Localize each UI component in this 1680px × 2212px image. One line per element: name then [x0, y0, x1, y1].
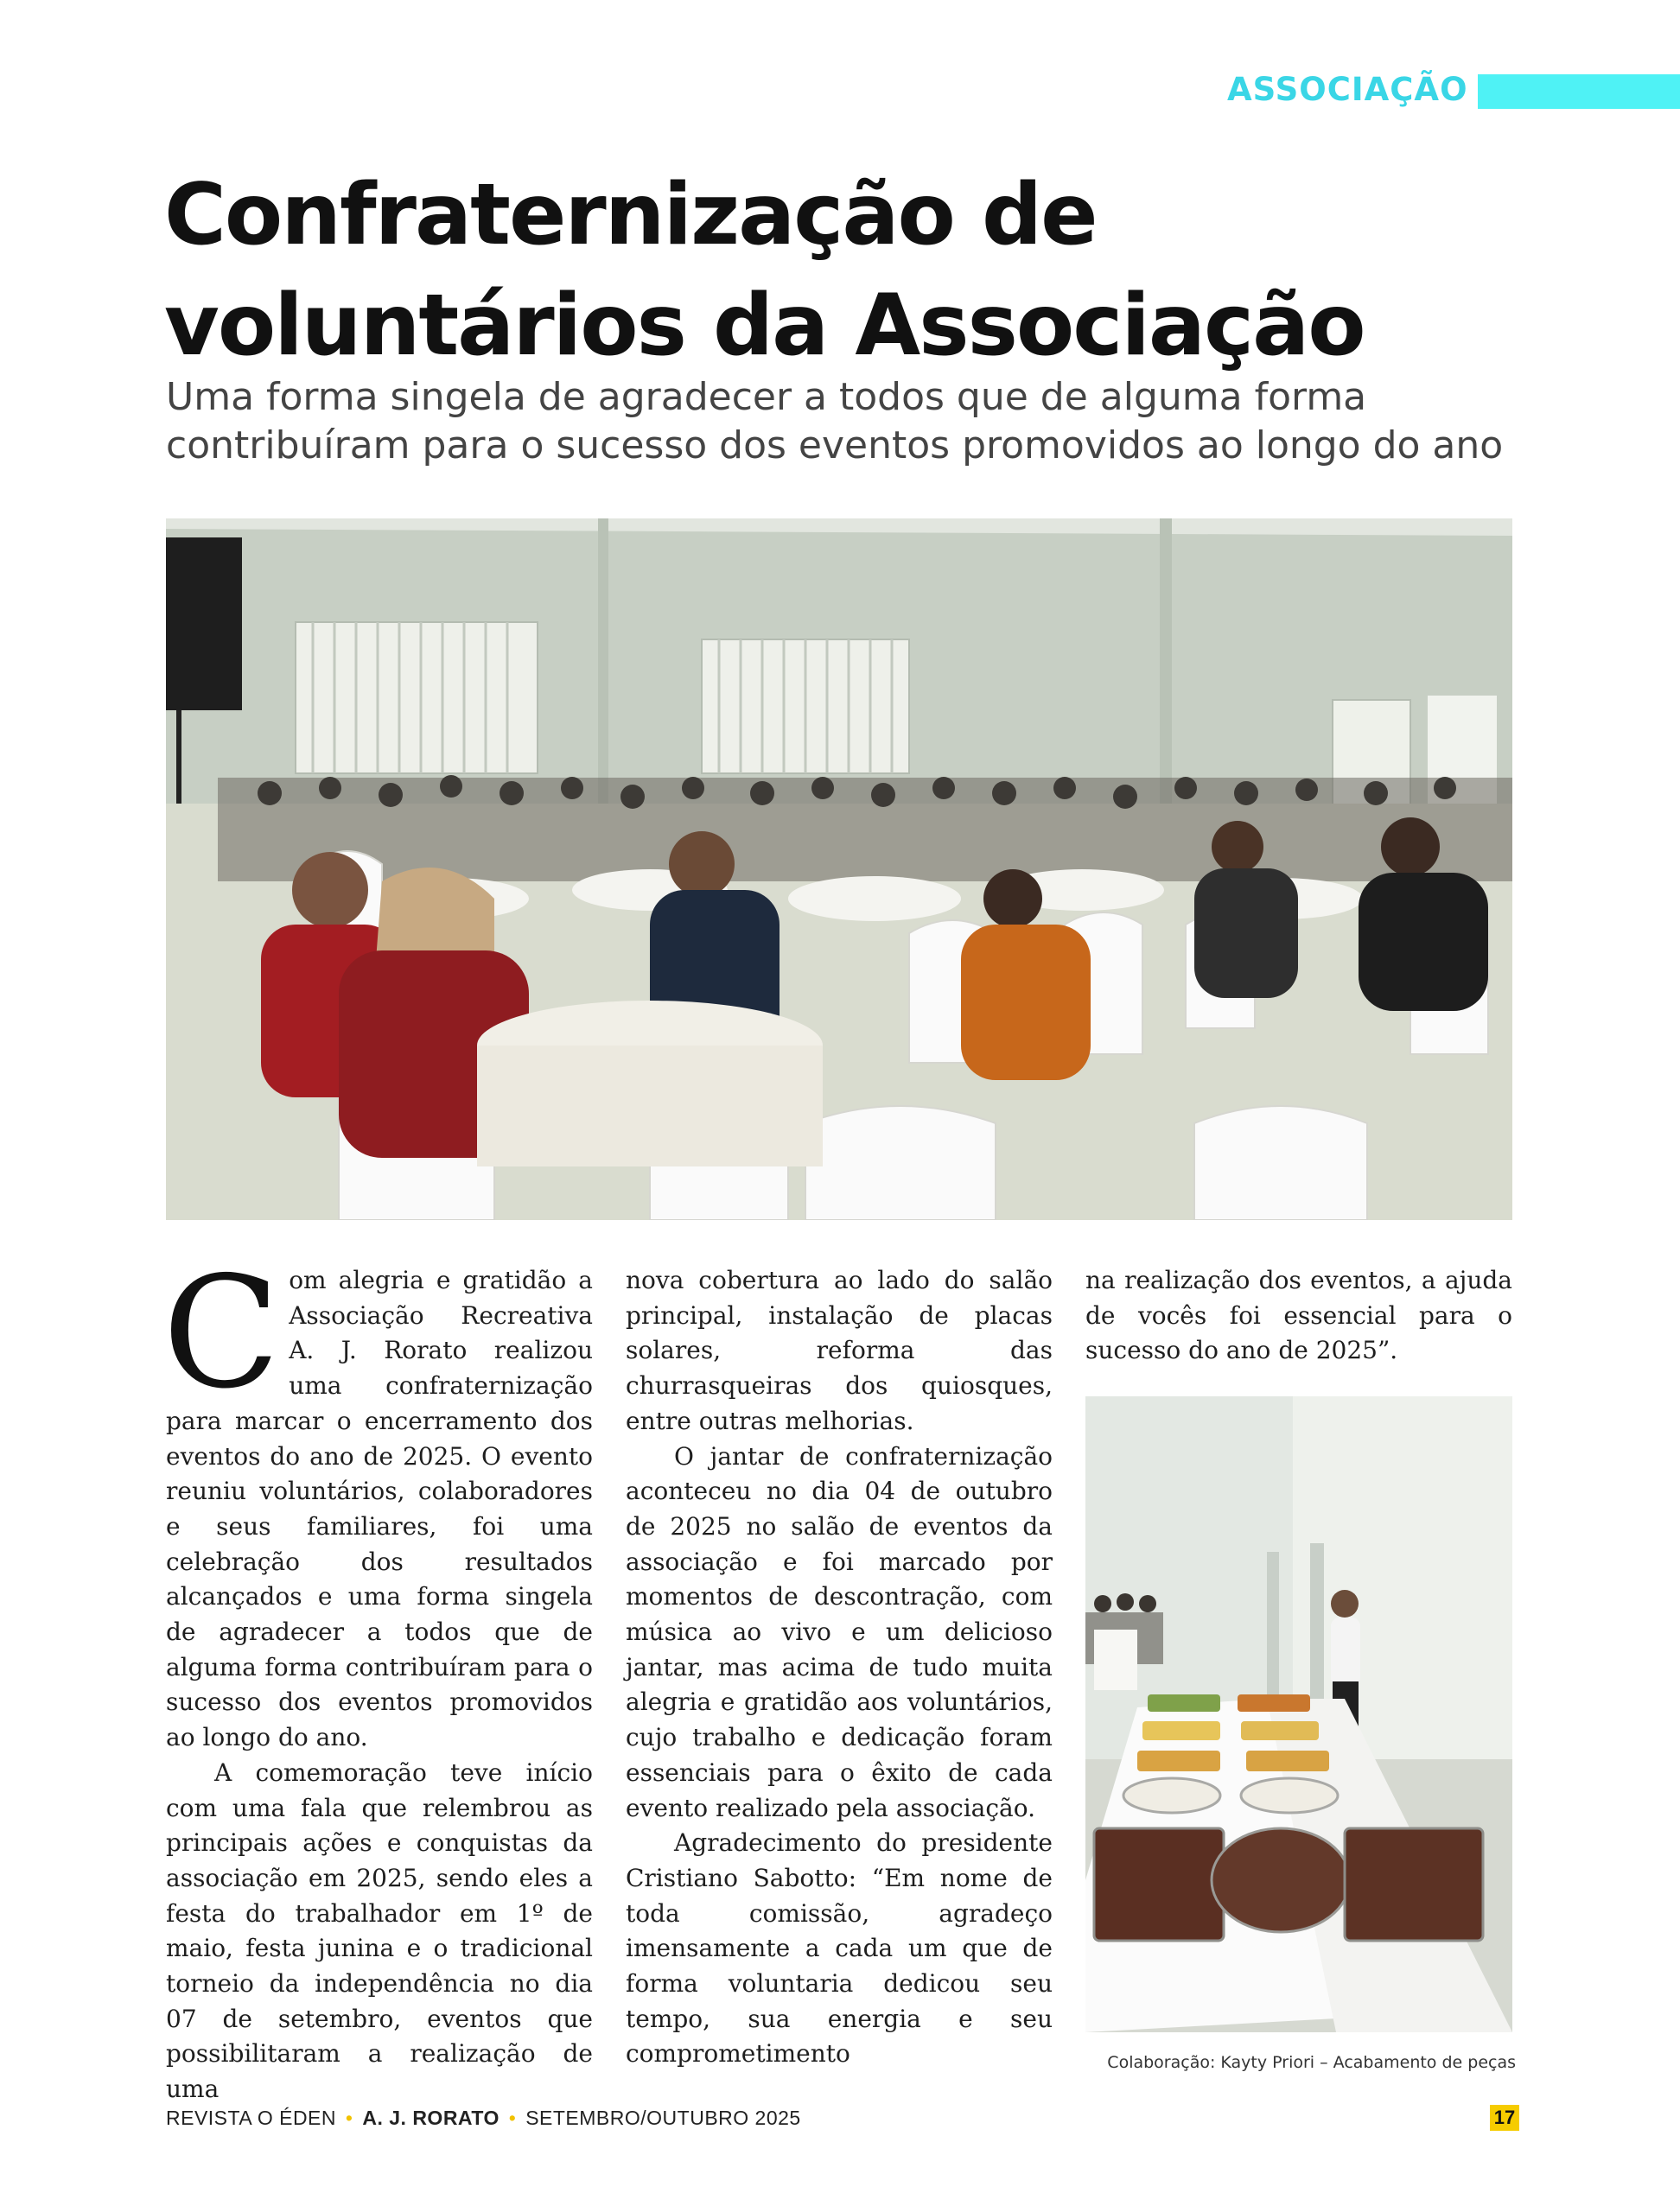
paragraph-intro-text: om alegria e gratidão a Associação Recreativa A. J. Rorato realizou uma confraternização para marcar o encerramento dos eventos do ano de 2025. O evento reuniu voluntários, colaboradores e seus familiares, foi uma celebração dos resultados alcançados e uma forma singela de agradecer a todos que de alguma forma contribuíram para o sucesso dos eventos promovidos ao longo do ano. — [166, 1266, 593, 1752]
article-column-2 — [626, 1263, 1053, 2072]
paragraph-dinner: O jantar de confraternização aconteceu no dia 04 de outubro de 2025 no salão de eventos da associação e foi marcado por momentos de descontração, com música ao vivo e um delicioso jantar, mas acima de tudo muita alegria e gratidão aos voluntários, cujo trabalho e dedicação foram essenciais para o êxito de cada evento realizado pela associação. — [626, 1441, 1053, 1822]
article-title — [164, 160, 1633, 381]
article-column-1 — [162, 1243, 593, 2107]
subtitle-line-1: Uma forma singela de agradecer a todos que de alguma forma — [166, 375, 1367, 419]
magazine-name: REVISTA O ÉDEN — [166, 2107, 337, 2129]
paragraph-improvements: nova cobertura ao lado do salão principal, instalação de placas solares, reforma das churrasqueiras dos quiosques, entre outras melhorias. — [626, 1266, 1053, 1435]
drop-cap: C — [162, 1243, 281, 1422]
paragraph-celebration: A comemoração teve início com uma fala que relembrou as principais ações e conquistas da associação em 2025, sendo eles a festa do trabalhador em 1º de maio, festa junina e o tradicional torneio da independência no dia 07 de setembro, eventos que possibilitaram a realização de uma — [166, 1758, 593, 2104]
photo-caption: Colaboração: Kayty Priori – Acabamento de peças — [1107, 2053, 1516, 2072]
page-number: 17 — [1490, 2105, 1519, 2131]
paragraph-intro — [162, 1243, 593, 1756]
article-subtitle — [166, 373, 1635, 470]
title-line-2: voluntários da Associação — [164, 276, 1365, 375]
paragraph-quote-end: na realização dos eventos, a ajuda de vocês foi essencial para o sucesso do ano de 2025”. — [1085, 1266, 1512, 1365]
buffet-photo — [1085, 1396, 1512, 2032]
footer-separator: • — [508, 2107, 517, 2129]
footer-separator: • — [345, 2107, 353, 2129]
issue-date: SETEMBRO/OUTUBRO 2025 — [525, 2107, 801, 2129]
subtitle-line-2: contribuíram para o sucesso dos eventos promovidos ao longo do ano — [166, 423, 1504, 467]
section-accent-bar — [1478, 74, 1680, 109]
page-footer — [166, 2107, 801, 2130]
title-line-1: Confraternização de — [164, 166, 1097, 264]
footer-brand: A. J. RORATO — [362, 2107, 500, 2129]
paragraph-president-quote: Agradecimento do presidente Cristiano Sabotto: “Em nome de toda comissão, agradeço imensamente a cada um que de forma voluntaria dedicou seu tempo, sua energia e seu comprometimento — [626, 1828, 1053, 2069]
event-hall-photo — [166, 518, 1512, 1220]
article-column-3 — [1085, 1263, 1512, 1369]
section-label: ASSOCIAÇÃO — [1227, 71, 1468, 108]
